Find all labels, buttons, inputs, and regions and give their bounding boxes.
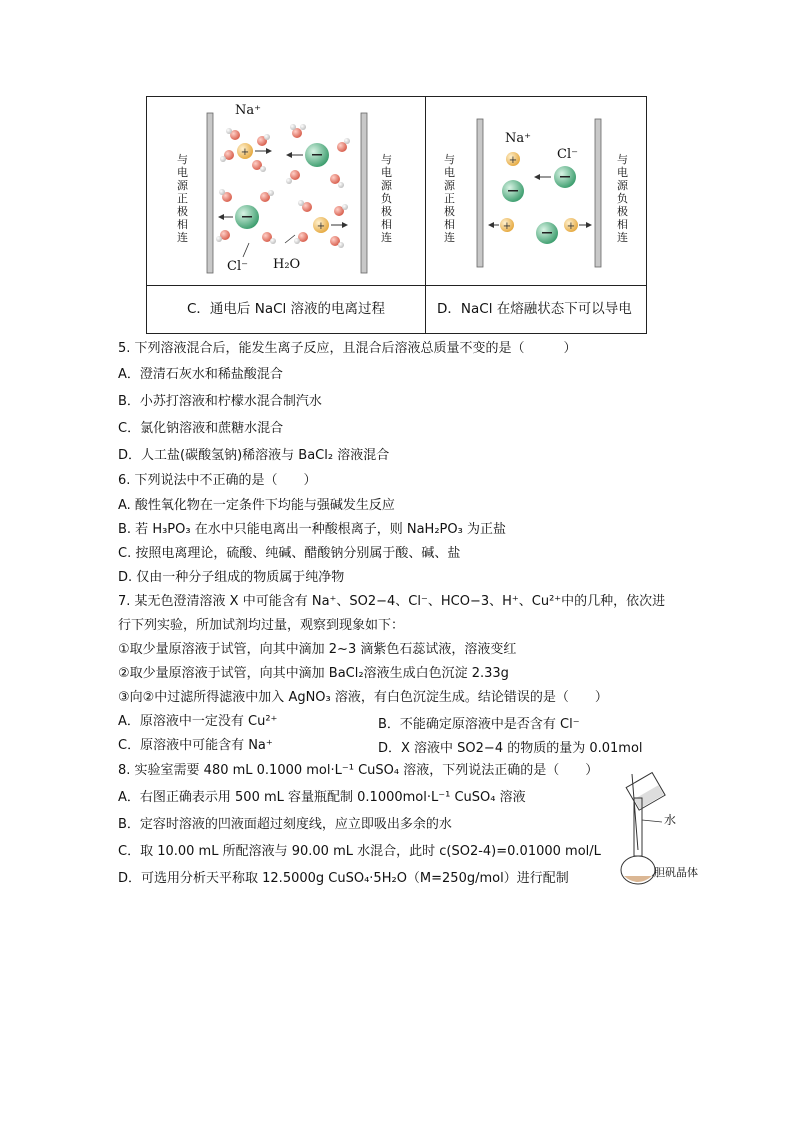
left-electrode-molten [477,119,483,267]
q5-option-d: D．人工盐(碳酸氢钠)稀溶液与 BaCl₂ 溶液混合 [118,448,390,463]
caption-c: C．通电后 NaCl 溶液的电离过程 [187,301,386,317]
q7-step-2: ②取少量原溶液于试管，向其中滴加 BaCl₂溶液生成白色沉淀 2.33g [118,666,509,681]
q6-option-a: A. 酸性氧化物在一定条件下均能与强碱发生反应 [118,498,395,513]
svg-text:+: + [502,221,512,232]
q5-stem: 5. 下列溶液混合后，能发生离子反应，且混合后溶液总质量不变的是（ ） [118,341,577,356]
figure-table [146,96,647,334]
q7-step-1: ①取少量原溶液于试管，向其中滴加 2~3 滴紫色石蕊试液，溶液变红 [118,642,517,657]
na-ion-molten-2 [489,218,514,232]
q7-option-c: C．原溶液中可能含有 Na⁺ [118,738,273,753]
right-electrode [361,113,367,273]
caption-d: D．NaCl 在熔融状态下可以导电 [437,301,632,317]
q8-option-c: C．取 10.00 mL 所配溶液与 90.00 mL 水混合，此时 c(SO2-4)=0.01000 mol/L [118,844,601,859]
q5-option-b: B．小苏打溶液和柠檬水混合制汽水 [118,394,322,409]
q7-step-3: ③向②中过滤所得滤液中加入 AgNO₃ 溶液，有白色沉淀生成。结论错误的是（ ） [118,690,608,705]
cl-label-right: Cl⁻ [557,147,578,162]
q5-option-a: A．澄清石灰水和稀盐酸混合 [118,367,283,382]
svg-text:+: + [240,147,250,158]
q6-option-b: B. 若 H₃PO₃ 在水中只能电离出一种酸根离子，则 NaH₂PO₃ 为正盐 [118,522,506,537]
table-divider-vertical [425,97,426,333]
hydrated-na-ion-2 [294,200,348,248]
cl-ion-molten-2 [502,180,524,202]
q7-stem-line2: 行下列实验，所加试剂均过量，观察到现象如下： [118,618,405,633]
na-ion-molten-1 [506,152,520,166]
cl-ion-molten-3 [536,222,558,244]
right-electrode-molten [595,119,601,267]
na-ion-molten-3 [564,218,591,232]
molten-nacl-diagram [447,111,637,271]
svg-text:+: + [316,221,326,232]
positive-electrode-label-right: 与电源正极相连 [444,153,455,244]
crystal-callout: 胆矾晶体 [654,866,698,879]
q8-option-a: A．右图正确表示用 500 mL 容量瓶配制 0.1000mol·L⁻¹ CuSO₄ 溶液 [118,790,526,805]
q8-stem: 8. 实验室需要 480 mL 0.1000 mol·L⁻¹ CuSO₄ 溶液，下列说法正确的是（ ） [118,763,599,778]
table-divider-horizontal [147,285,646,286]
na-label-left: Na⁺ [235,103,261,118]
q7-option-a: A．原溶液中一定没有 Cu²⁺ [118,714,278,729]
positive-electrode-label-left: 与电源正极相连 [177,153,188,244]
q8-option-b: B．定容时溶液的凹液面超过刻度线，应立即吸出多余的水 [118,817,452,832]
left-electrode [207,113,213,273]
negative-electrode-label-right: 与电源负极相连 [617,153,628,244]
q5-option-c: C．氯化钠溶液和蔗糖水混合 [118,421,284,436]
solution-ionization-diagram [167,103,417,283]
svg-text:+: + [508,155,518,166]
svg-text:+: + [566,221,576,232]
water-callout: 水 [664,813,677,827]
q7-option-b: B．不能确定原溶液中是否含有 Cl⁻ [378,717,580,732]
hydrated-cl-ion-2 [216,189,276,244]
hydrated-cl-ion-1 [286,124,350,188]
q8-option-d: D．可选用分析天平称取 12.5000g CuSO₄·5H₂O（M=250g/mol）进行配制 [118,871,569,886]
q7-option-d: D．X 溶液中 SO2−4 的物质的量为 0.01mol [378,741,643,756]
q7-stem-line1: 7. 某无色澄清溶液 X 中可能含有 Na⁺、SO2−4、Cl⁻、HCO−3、H⁺、Cu²⁺中的几种，依次进 [118,594,666,609]
cl-label-left: Cl⁻ [227,259,248,274]
hydrated-na-ion-1 [220,128,271,172]
q6-stem: 6. 下列说法中不正确的是（ ） [118,473,317,488]
glass-rod [632,774,638,850]
q6-option-d: D. 仅由一种分子组成的物质属于纯净物 [118,570,345,585]
q6-option-c: C. 按照电离理论，硫酸、纯碱、醋酸钠分别属于酸、碱、盐 [118,546,461,561]
cl-ion-molten-1 [535,166,576,188]
negative-electrode-label-left: 与电源负极相连 [381,153,392,244]
water-label: H₂O [273,257,301,272]
na-label-right: Na⁺ [505,131,531,146]
